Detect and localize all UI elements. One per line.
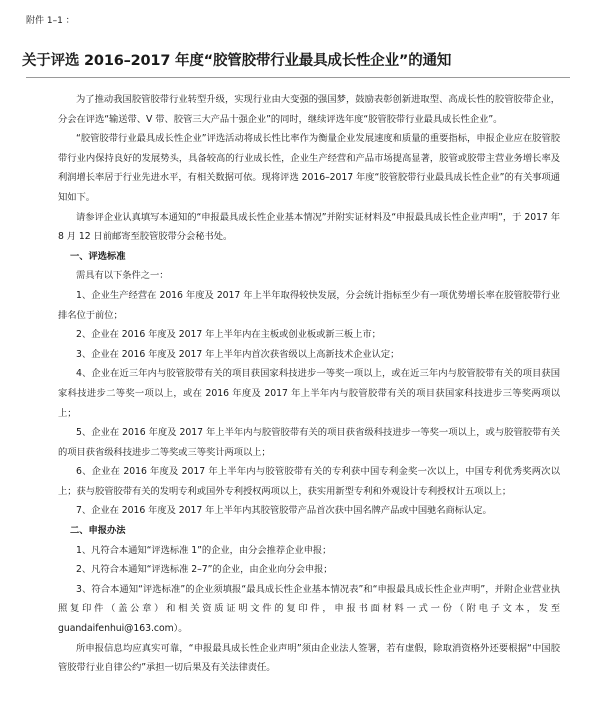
body-paragraph: 2、凡符合本通知“评选标准 2–7”的企业，由企业向分会申报； [76,564,333,576]
body-paragraph: 所申报信息均应真实可靠，“申报最具成长性企业声明”须由企业法人签署，若有虚假，除取消资格外还要根据“中国胶管胶带行业自律公约”承担一切后果及有关法律责任。 [58,642,560,674]
body-paragraph: 3、符合本通知“评选标准”的企业须填报“最具成长性企业基本情况表”和“申报最具成长性企业声明”，并附企业营业执照复印件（盖公章）和相关资质证明文件的复印件，申报书面材料一式一份（附电子文本，发至 guandaifenhui@163.com）。 [58,583,560,635]
body-paragraph: 请参评企业认真填写本通知的“申报最具成长性企业基本情况”并附实证材料及“申报最具成长性企业声明”，于 2017 年 8 月 12 日前邮寄至胶管胶带分会秘书处。 [58,211,560,243]
body-paragraph: “胶管胶带行业最具成长性企业”评选活动将成长性比率作为衡量企业发展速度和质量的重要指标，申报企业应在胶管胶带行业内保持良好的发展势头，具备较高的行业成长性，企业生产经营和产品市场提高显著，胶管或胶带主营业务增长率及利润增长率居于行业先进水平，有相关数据可依。现将评选 2016–2017 年度“胶管胶带行业最具成长性企业”的有关事项通知如下。 [58,133,560,203]
section-heading: 二、申报办法 [70,525,126,537]
body-paragraph: 为了推动我国胶管胶带行业转型升级，实现行业由大变强的强国梦，鼓励表彰创新进取型、高成长性的胶管胶带企业，分会在评选“输送带、V 带、胶管三大产品十强企业”的同时，继续评选年度“胶管胶带行业最具成长性企业”。 [58,94,560,125]
body-paragraph: 需具有以下条件之一： [76,270,169,282]
body-paragraph: 1、企业生产经营在 2016 年度及 2017 年上半年取得较快发展，分会统计指标至少有一项优势增长率在胶管胶带行业排名位于前位； [58,289,560,321]
title-divider [26,77,570,78]
body-paragraph: 6、企业在 2016 年度及 2017 年上半年内与胶管胶带有关的专利获中国专利金奖一次以上，中国专利优秀奖两次以上；获与胶管胶带有关的发明专利或国外专利授权两项以上，获实用新型专利和外观设计专利授权计五项以上； [58,466,560,497]
attachment-label: 附件 1–1 ： [26,16,75,26]
document-body [58,90,560,678]
body-paragraph: 1、凡符合本通知“评选标准 1”的企业，由分会推荐企业申报； [76,544,332,556]
body-paragraph: 7、企业在 2016 年度及 2017 年上半年内其胶管胶带产品首次获中国名牌产品或中国驰名商标认定。 [76,505,492,517]
body-paragraph: 3、企业在 2016 年度及 2017 年上半年内首次获省级以上高新技术企业认定； [76,348,400,360]
body-paragraph: 4、企业在近三年内与胶管胶带有关的项目获国家科技进步一等奖一项以上，或在近三年内与胶管胶带有关的项目获国家科技进步二等奖一项以上，或在 2016 年度及 2017 年上半年内与胶管胶带有关的项目获国家科技进步三等奖两项以上； [58,368,560,419]
body-paragraph: 2、企业在 2016 年度及 2017 年上半年内在主板或创业板或新三板上市； [76,329,381,341]
body-paragraph: 5、企业在 2016 年度及 2017 年上半年内与胶管胶带有关的项目获省级科技进步一等奖一项以上，或与胶管胶带有关的项目获省级科技进步二等奖或三等奖计两项以上； [58,427,560,458]
section-heading: 一、评选标准 [70,250,126,262]
document-title: 关于评选 2016–2017 年度“胶管胶带行业最具成长性企业”的通知 [22,53,452,69]
